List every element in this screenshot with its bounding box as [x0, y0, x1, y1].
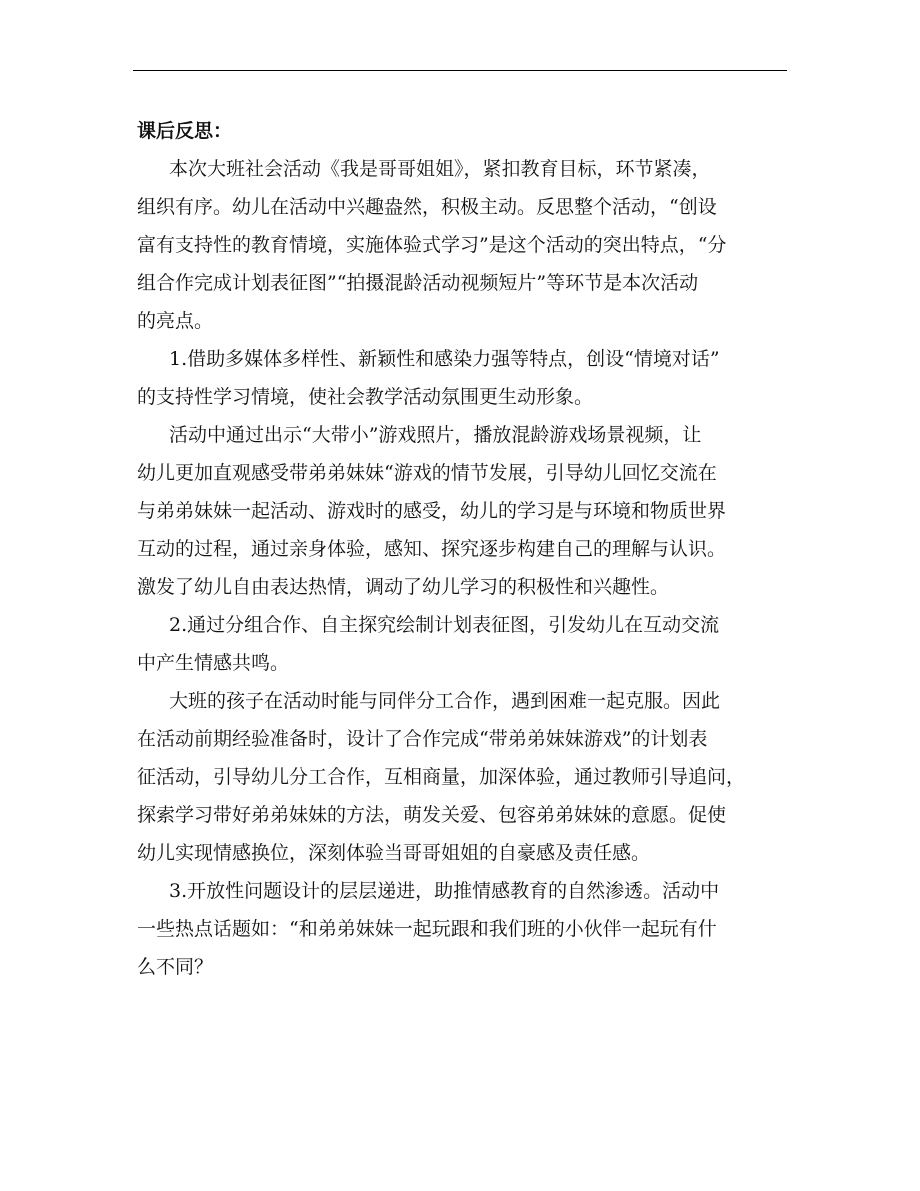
text-line: 本次大班社会活动《我是哥哥姐姐》，紧扣教育目标，环节紧凑， [169, 158, 711, 180]
text-line: 富有支持性的教育情境，实施体验式学习”是这个活动的突出特点，“分 [137, 234, 727, 256]
text-line: 的支持性学习情境，使社会教学活动氛围更生动形象。 [137, 386, 594, 408]
text-line: 组织有序。幼儿在活动中兴趣盎然，积极主动。反思整个活动，“创设 [137, 196, 717, 218]
text-line: 幼儿实现情感换位，深刻体验当哥哥姐姐的自豪感及责任感。 [137, 842, 651, 864]
header-rule [133, 70, 787, 71]
text-line: 活动中通过出示“大带小”游戏照片，播放混龄游戏场景视频，让 [169, 424, 702, 446]
text-line: 么不同？ [137, 956, 214, 978]
text-line: 与弟弟妹妹一起活动、游戏时的感受，幼儿的学习是与环境和物质世界 [137, 500, 727, 522]
section-heading: 课后反思： [137, 120, 233, 142]
text-line: 在活动前期经验准备时，设计了合作完成“带弟弟妹妹游戏”的计划表 [137, 728, 708, 750]
text-line: 3.开放性问题设计的层层递进，助推情感教育的自然渗透。活动中 [169, 880, 720, 902]
text-line: 组合作完成计划表征图”“拍摄混龄活动视频短片”等环节是本次活动 [137, 272, 699, 294]
text-line: 大班的孩子在活动时能与同伴分工合作，遇到困难一起克服。因此 [169, 690, 721, 712]
text-line: 探索学习带好弟弟妹妹的方法，萌发关爱、包容弟弟妹妹的意愿。促使 [137, 804, 727, 826]
text-line: 1.借助多媒体多样性、新颖性和感染力强等特点，创设“情境对话” [169, 348, 720, 370]
text-line: 的亮点。 [137, 310, 214, 332]
text-line: 征活动，引导幼儿分工合作，互相商量，加深体验，通过教师引导追问， [137, 766, 746, 788]
text-line: 一些热点话题如：“和弟弟妹妹一起玩跟和我们班的小伙伴一起玩有什 [137, 918, 717, 940]
text-line: 互动的过程，通过亲身体验，感知、探究逐步构建自己的理解与认识。 [137, 538, 727, 560]
text-line: 中产生情感共鸣。 [137, 652, 290, 674]
text-line: 幼儿更加直观感受带弟弟妹妹“游戏的情节发展，引导幼儿回忆交流在 [137, 462, 717, 484]
document-body [137, 112, 791, 986]
text-line: 2.通过分组合作、自主探究绘制计划表征图，引发幼儿在互动交流 [169, 614, 720, 636]
text-line: 激发了幼儿自由表达热情，调动了幼儿学习的积极性和兴趣性。 [137, 576, 670, 598]
